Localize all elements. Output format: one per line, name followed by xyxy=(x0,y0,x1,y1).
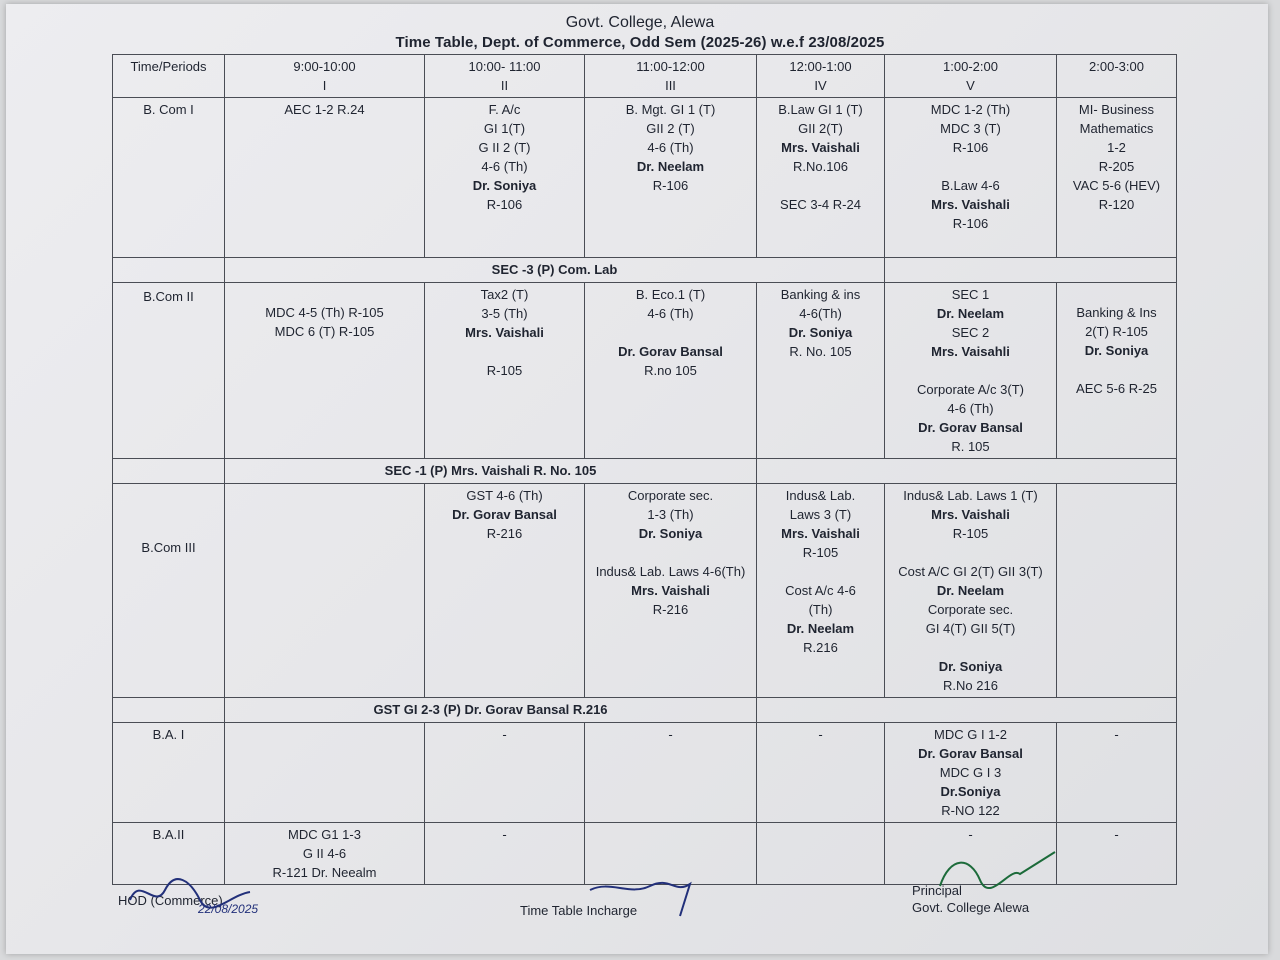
cell-line: Dr. Gorav Bansal xyxy=(918,420,1023,435)
cell-line xyxy=(889,543,1052,562)
cell-line: R.No.106 xyxy=(793,159,848,174)
timetable xyxy=(112,54,1177,885)
cell-line: 4-6 (Th) xyxy=(647,140,694,155)
practical-band: SEC -3 (P) Com. Lab xyxy=(225,258,885,283)
period-2-header: 10:00- 11:00 II xyxy=(425,55,585,98)
practical-band: GST GI 2-3 (P) Dr. Gorav Bansal R.216 xyxy=(225,698,757,723)
cell-line: MDC 3 (T) xyxy=(940,121,1001,136)
cell xyxy=(757,283,885,459)
cell-line: GII 2 (T) xyxy=(646,121,695,136)
cell-line: Indus& Lab. Laws 4-6(Th) xyxy=(595,564,746,579)
cell-line: R.no 105 xyxy=(644,363,697,378)
cell-line: GI 1(T) xyxy=(483,121,526,136)
cell-line: Mrs. Vaishali xyxy=(465,325,544,340)
cell-line: R-105 xyxy=(952,526,989,541)
cell xyxy=(225,723,425,823)
cell xyxy=(885,723,1057,823)
cell-line: Mrs. Vaishali xyxy=(931,507,1010,522)
cell xyxy=(885,98,1057,258)
cell-line: Mrs. Vaishali xyxy=(631,583,710,598)
cell-line: MDC 1-2 (Th) xyxy=(930,102,1011,117)
cell: - xyxy=(1057,723,1177,823)
cell-line: 1-3 (Th) xyxy=(647,507,694,522)
principal-signature-icon xyxy=(930,846,1070,896)
cell-line: Banking & ins xyxy=(780,287,861,302)
practical-band: SEC -1 (P) Mrs. Vaishali R. No. 105 xyxy=(225,459,757,484)
cell-line: 3-5 (Th) xyxy=(481,306,528,321)
cell-line: Banking & Ins xyxy=(1076,305,1157,320)
cell-line: R-105 xyxy=(802,545,839,560)
cell-line: MDC G I 3 xyxy=(939,765,1002,780)
bcom2-band-row xyxy=(113,459,1177,484)
cell-line xyxy=(1061,360,1172,379)
cell-line: AEC 5-6 R-25 xyxy=(1076,381,1157,396)
cell-line xyxy=(589,543,752,562)
cell xyxy=(885,484,1057,698)
cell xyxy=(1057,283,1177,459)
cell xyxy=(1057,484,1177,698)
period-6-header: 2:00-3:00 xyxy=(1057,55,1177,98)
cell-line: Cost A/C GI 2(T) GII 3(T) xyxy=(898,564,1043,579)
spacer xyxy=(885,258,1177,283)
cell-line: R.No 216 xyxy=(943,678,998,693)
cell-line: R-216 xyxy=(652,602,689,617)
period-3-header: 11:00-12:00 III xyxy=(585,55,757,98)
cell-line: R. 105 xyxy=(951,439,990,454)
cell-line: Indus& Lab. xyxy=(785,488,856,503)
cell-line: MDC G I 1-2 xyxy=(934,727,1007,742)
class-label: B.A. I xyxy=(113,723,225,823)
cell-line: R-106 xyxy=(486,197,523,212)
cell-line: B. Eco.1 (T) xyxy=(635,287,706,302)
cell-line: 4-6 (Th) xyxy=(947,401,994,416)
cell-line: 2(T) R-105 xyxy=(1085,324,1148,339)
cell-line: R-205 xyxy=(1098,159,1135,174)
cell-line: Dr. Gorav Bansal xyxy=(452,507,557,522)
class-label: B. Com I xyxy=(113,98,225,258)
spacer xyxy=(757,459,1177,484)
cell-line: Dr. Gorav Bansal xyxy=(918,746,1023,761)
cell-line xyxy=(889,361,1052,380)
cell xyxy=(425,98,585,258)
cell-line: SEC 3-4 R-24 xyxy=(780,197,861,212)
ba1-row xyxy=(113,723,1177,823)
cell-line: Dr. Neelam xyxy=(936,306,1005,321)
cell xyxy=(757,484,885,698)
cell xyxy=(225,283,425,459)
cell-line: Corporate sec. xyxy=(627,488,714,503)
cell xyxy=(757,98,885,258)
cell-line: Mrs. Vaishali xyxy=(781,526,860,541)
cell-line: Dr. Gorav Bansal xyxy=(618,344,723,359)
class-label: B.A.II xyxy=(113,823,225,885)
cell-line xyxy=(589,323,752,342)
cell-line: Cost A/c 4-6 xyxy=(785,583,856,598)
cell-line: SEC 2 xyxy=(951,325,990,340)
incharge-label: Time Table Incharge xyxy=(520,903,638,918)
period-1-header: 9:00-10:00 I xyxy=(225,55,425,98)
cell-line: Dr. Neelam xyxy=(636,159,705,174)
cell-line: B.Law 4-6 xyxy=(941,178,1000,193)
spacer xyxy=(113,698,225,723)
cell xyxy=(1057,98,1177,258)
class-label: B.Com II xyxy=(113,283,225,459)
cell-line: 4-6 (Th) xyxy=(647,306,694,321)
cell-line: Dr.Soniya xyxy=(940,784,1001,799)
period-5-header: 1:00-2:00 V xyxy=(885,55,1057,98)
cell-line: 4-6 (Th) xyxy=(481,159,528,174)
cell-line: G II 2 (T) xyxy=(478,140,531,155)
cell-line: VAC 5-6 (HEV) xyxy=(1072,178,1161,193)
cell-line: Mrs. Vaishali xyxy=(781,140,860,155)
cell-line: GI 4(T) GII 5(T) xyxy=(925,621,1016,636)
cell xyxy=(225,484,425,698)
cell-line: 4-6(Th) xyxy=(799,306,842,321)
spacer xyxy=(757,698,1177,723)
cell-line: Mathematics xyxy=(1079,121,1154,136)
cell-line: R-121 Dr. Neealm xyxy=(272,865,377,880)
cell xyxy=(225,98,425,258)
principal-label: Principal xyxy=(912,883,962,898)
cell-line: 1-2 xyxy=(1107,140,1126,155)
period-4-header: 12:00-1:00 IV xyxy=(757,55,885,98)
cell: - xyxy=(1057,823,1177,885)
incharge-signature-icon xyxy=(580,876,720,924)
cell xyxy=(425,484,585,698)
cell-line: G II 4-6 xyxy=(302,846,347,861)
cell-line xyxy=(429,342,580,361)
header-row xyxy=(113,55,1177,98)
cell-line: MDC 4-5 (Th) R-105 xyxy=(265,305,384,320)
cell xyxy=(585,484,757,698)
cell-line: R.216 xyxy=(803,640,838,655)
cell-line: Indus& Lab. Laws 1 (T) xyxy=(903,488,1038,503)
cell-line xyxy=(889,638,1052,657)
cell-line: Mrs. Vaishali xyxy=(931,197,1010,212)
cell-line: Dr. Soniya xyxy=(938,659,1003,674)
cell-line: GST 4-6 (Th) xyxy=(466,488,543,503)
college-name: Govt. College, Alewa xyxy=(565,14,715,31)
cell xyxy=(585,283,757,459)
bcom1-row xyxy=(113,98,1177,258)
cell xyxy=(425,283,585,459)
cell-line: R-NO 122 xyxy=(941,803,1000,818)
bcom3-row xyxy=(113,484,1177,698)
cell-line: Dr. Neelam xyxy=(936,583,1005,598)
cell-line: R-106 xyxy=(952,140,989,155)
cell-line: GII 2(T) xyxy=(798,121,843,136)
class-label: B.Com III xyxy=(113,484,225,698)
cell-line: Tax2 (T) xyxy=(480,287,529,302)
cell-line: R-216 xyxy=(486,526,523,541)
cell: - xyxy=(885,823,1057,885)
cell-line: R-106 xyxy=(652,178,689,193)
cell-line: R. No. 105 xyxy=(789,344,852,359)
cell-line xyxy=(761,562,880,581)
cell-line: SEC 1 xyxy=(951,287,990,302)
bcom1-band-row xyxy=(113,258,1177,283)
spacer xyxy=(113,258,225,283)
time-periods-header: Time/Periods xyxy=(113,55,225,98)
cell-line: Corporate sec. xyxy=(927,602,1014,617)
cell xyxy=(885,283,1057,459)
principal-org: Govt. College Alewa xyxy=(912,900,1030,915)
cell-line: Dr. Neelam xyxy=(786,621,855,636)
cell-line: Dr. Soniya xyxy=(788,325,853,340)
cell-line: Laws 3 (T) xyxy=(789,507,852,522)
cell-line: MI- Business xyxy=(1078,102,1155,117)
cell-line: R-120 xyxy=(1098,197,1135,212)
cell-line: R-105 xyxy=(486,363,523,378)
cell-line: (Th) xyxy=(808,602,833,617)
bcom2-row xyxy=(113,283,1177,459)
cell-line xyxy=(889,157,1052,176)
cell-line: Dr. Soniya xyxy=(638,526,703,541)
cell-line: MDC G1 1-3 xyxy=(288,827,361,842)
cell-line: B. Mgt. GI 1 (T) xyxy=(625,102,716,117)
cell xyxy=(757,823,885,885)
hod-date: 22/08/2025 xyxy=(198,902,259,916)
cell-line xyxy=(761,176,880,195)
cell-line: Corporate A/c 3(T) xyxy=(917,382,1024,397)
cell-line: Mrs. Vaisahli xyxy=(931,344,1010,359)
cell xyxy=(585,98,757,258)
cell-line: B.Law GI 1 (T) xyxy=(778,102,863,117)
cell-line: Dr. Soniya xyxy=(472,178,537,193)
cell-line: F. A/c xyxy=(488,102,521,117)
cell: - xyxy=(585,723,757,823)
cell: - xyxy=(425,723,585,823)
bcom3-band-row xyxy=(113,698,1177,723)
hod-signature-icon xyxy=(120,870,300,920)
cell: - xyxy=(425,823,585,885)
cell-line: Dr. Soniya xyxy=(1084,343,1149,358)
hod-label: HOD (Commerce) xyxy=(118,893,223,908)
cell: - xyxy=(757,723,885,823)
cell-line: AEC 1-2 R.24 xyxy=(284,102,365,117)
cell-line: R-106 xyxy=(952,216,989,231)
cell-line: MDC 6 (T) R-105 xyxy=(274,324,375,339)
spacer xyxy=(113,459,225,484)
timetable-title: Time Table, Dept. of Commerce, Odd Sem (2025-26) w.e.f 23/08/2025 xyxy=(395,34,885,51)
